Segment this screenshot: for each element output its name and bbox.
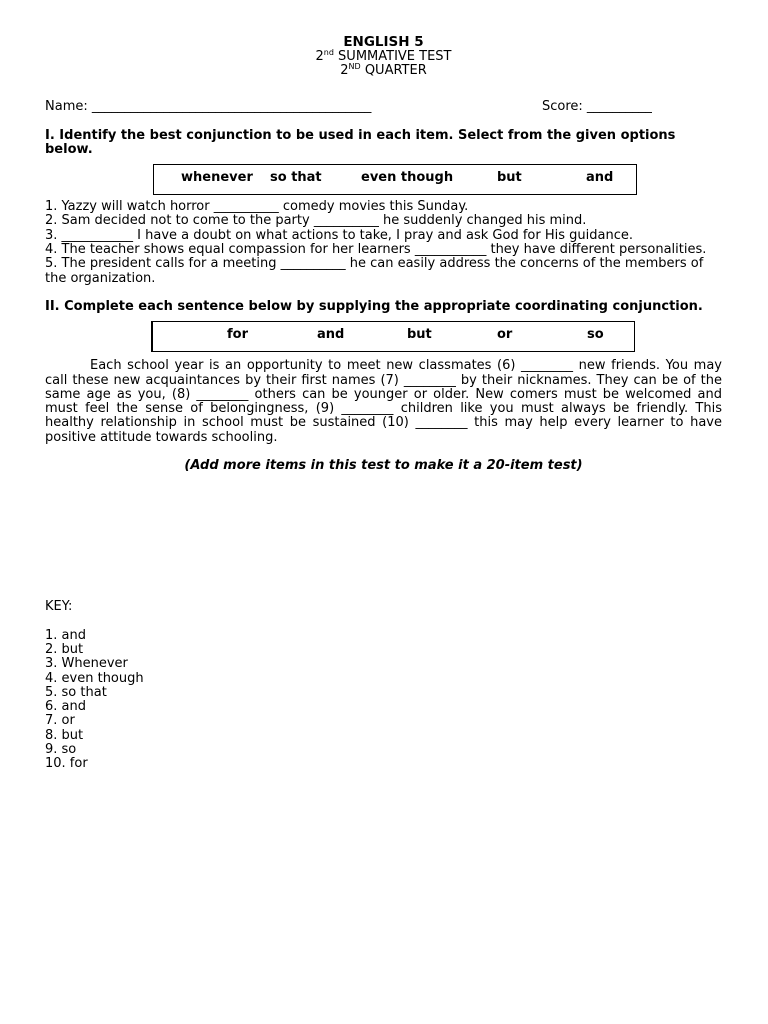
key-answer: 3. Whenever (45, 656, 128, 672)
option-item: whenever (181, 170, 253, 186)
section1-title: I. Identify the best conjunction to be used in each item. Select from the given options below. (45, 127, 676, 157)
key-answer: 7. or (45, 713, 75, 729)
question-item: 1. Yazzy will watch horror __________ comedy movies this Sunday. (45, 199, 469, 215)
option-item: even though (361, 170, 454, 186)
option-item: and (317, 327, 345, 343)
quarter-number: 2 (340, 63, 349, 79)
name-score-row (45, 100, 722, 115)
key-label: KEY: (45, 599, 73, 615)
question-item: 5. The president calls for a meeting __________ he can easily address the concerns of the members of the organization. (45, 256, 704, 286)
key-answer: 5. so that (45, 684, 107, 700)
question-item: 3. ___________ I have a doubt on what actions to take, I pray and ask God for His guidance. (45, 227, 633, 243)
option-item: so that (270, 170, 322, 186)
option-item: but (407, 327, 432, 343)
option-item: so (587, 327, 604, 343)
option-item: and (586, 170, 614, 186)
test-title-text: SUMMATIVE TEST (333, 49, 452, 64)
score-field: Score: __________ (542, 98, 652, 114)
instruction-note: (Add more items in this test to make it a 20-item test) (184, 458, 583, 474)
key-answer: 2. but (45, 641, 84, 657)
document-header (45, 35, 722, 79)
test-page (45, 35, 722, 772)
section1-items (45, 200, 722, 286)
name-field: Name: ___________________________________________ (45, 98, 372, 114)
subject-title: ENGLISH 5 (343, 34, 424, 50)
key-answer: 10. for (45, 756, 88, 772)
key-answer: 8. but (45, 727, 84, 743)
question-item: 4. The teacher shows equal compassion for her learners ___________ they have different personalities. (45, 242, 707, 258)
fill-in-paragraph: Each school year is an opportunity to meet new classmates (6) ________ new friends. You may call these new acquaintances by their first names (7) ________ by their nicknames. They can be of the same age as you, (8) ________ others can be younger or older. New comers must be welcomed and must feel the sense of belongingness, (9) ________ children like you must always be friendly. This healthy relationship in school must be sustained (10) ________ this may help every learner to have positive attitude towards schooling. (45, 358, 722, 445)
answer-key (45, 600, 722, 771)
test-ordinal: nd (323, 48, 334, 57)
section2-title: II. Complete each sentence below by supplying the appropriate coordinating conjunction. (45, 298, 703, 314)
test-number: 2 (315, 49, 324, 64)
question-item: 2. Sam decided not to come to the party __________ he suddenly changed his mind. (45, 213, 587, 229)
key-answer: 1. and (45, 627, 86, 643)
key-answer-list (45, 629, 722, 772)
quarter-ordinal: ND (348, 62, 361, 72)
key-answer: 4. even though (45, 670, 144, 686)
option-item: or (497, 327, 513, 343)
quarter-title (45, 64, 722, 78)
section1-options-box (153, 164, 637, 195)
quarter-title-text: QUARTER (360, 63, 427, 79)
section2-options-box (151, 321, 635, 352)
key-answer: 6. and (45, 699, 86, 715)
option-item: for (227, 327, 248, 343)
key-answer: 9. so (45, 742, 77, 758)
option-item: but (497, 170, 522, 186)
